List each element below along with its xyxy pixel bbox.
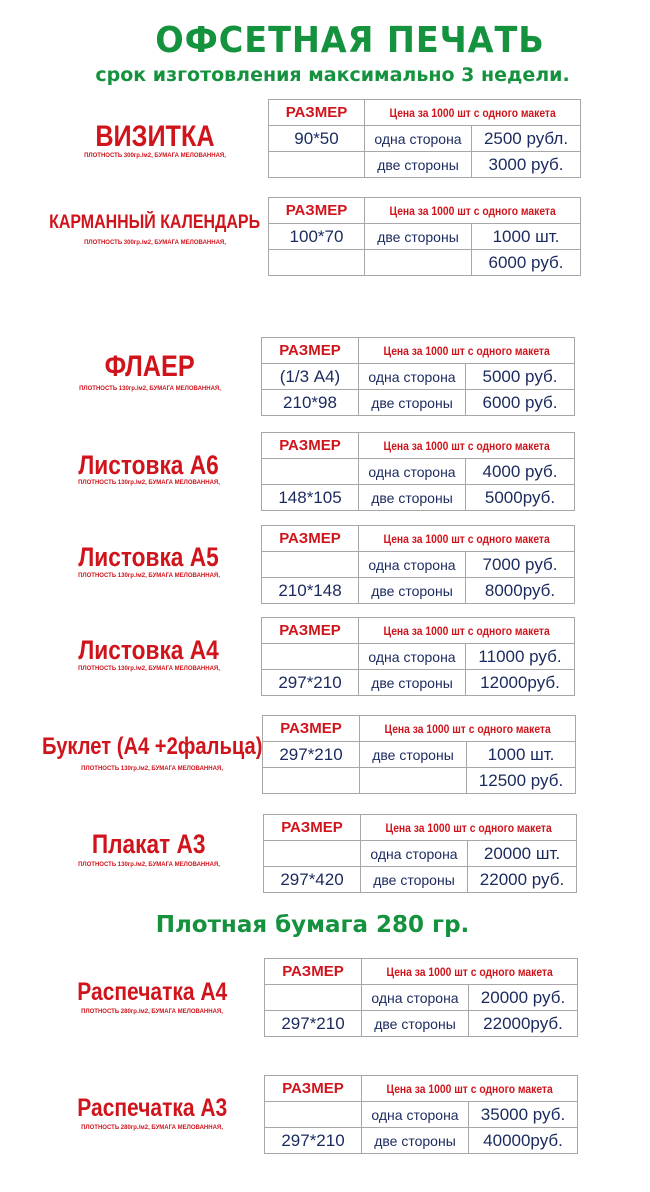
size-column-header: РАЗМЕР (265, 959, 362, 985)
price-column-header-text: Цена за 1000 шт с одного макета (389, 203, 556, 218)
product-name-text: Листовка А4 (78, 635, 220, 665)
product-paper-note: ПЛОТНОСТЬ 280гр./м2, БУМАГА МЕЛОВАННАЯ, (81, 1009, 223, 1015)
table-header-row (262, 338, 575, 364)
side-cell: одна сторона (359, 364, 466, 390)
price-cell: 5000 руб. (466, 364, 575, 390)
table-row (262, 459, 575, 485)
table-row (262, 644, 575, 670)
product-paper-note: ПЛОТНОСТЬ 300гр./м2, БУМАГА МЕЛОВАННАЯ, (84, 153, 226, 159)
price-cell: 20000 руб. (469, 985, 578, 1011)
side-cell: одна сторона (359, 459, 466, 485)
side-cell: две стороны (360, 742, 467, 768)
price-cell: 4000 руб. (466, 459, 575, 485)
table-header-row (262, 618, 575, 644)
side-cell: две стороны (365, 224, 472, 250)
price-cell: 6000 руб. (472, 250, 581, 276)
size-cell: 100*70 (269, 224, 365, 250)
product-name (0, 452, 298, 479)
product-paper-note: ПЛОТНОСТЬ 130гр./м2, БУМАГА МЕЛОВАННАЯ, (78, 862, 220, 868)
size-cell: 297*210 (263, 742, 360, 768)
product-name-text: ФЛАЕР (104, 350, 196, 383)
price-table-распечатка-а4 (264, 958, 578, 1037)
product-name-text: КАРМАННЫЙ КАЛЕНДАРЬ (49, 212, 261, 233)
size-cell (262, 459, 359, 485)
side-cell: одна сторона (362, 985, 469, 1011)
price-cell: 8000руб. (466, 578, 575, 604)
side-cell: две стороны (362, 1011, 469, 1037)
product-name-text: Распечатка А3 (77, 1094, 227, 1122)
table-header-row (264, 815, 577, 841)
price-column-header (362, 1076, 578, 1102)
size-cell: 297*210 (262, 670, 359, 696)
size-cell (263, 768, 360, 794)
price-table-флаер (261, 337, 575, 416)
product-name-text: ВИЗИТКА (95, 120, 215, 153)
price-cell: 5000руб. (466, 485, 575, 511)
side-cell: две стороны (365, 152, 472, 178)
side-cell (360, 768, 467, 794)
product-name (0, 352, 300, 382)
price-cell: 3000 руб. (472, 152, 581, 178)
product-name-text: Буклет (А4 +2фальца) (41, 733, 263, 760)
price-cell: 1000 шт. (472, 224, 581, 250)
table-row (265, 1011, 578, 1037)
table-header-row (269, 198, 581, 224)
price-cell: 7000 руб. (466, 552, 575, 578)
side-cell: две стороны (359, 485, 466, 511)
size-cell (264, 841, 361, 867)
table-row (269, 250, 581, 276)
table-row (262, 552, 575, 578)
side-cell: одна сторона (362, 1102, 469, 1128)
table-row (265, 1128, 578, 1154)
size-cell: 297*210 (265, 1128, 362, 1154)
price-cell: 1000 шт. (467, 742, 576, 768)
side-cell: две стороны (359, 578, 466, 604)
table-row (263, 768, 576, 794)
table-row (265, 985, 578, 1011)
size-cell: 297*210 (265, 1011, 362, 1037)
price-column-header (359, 338, 575, 364)
product-name (0, 1096, 304, 1121)
table-row (262, 578, 575, 604)
price-column-header-text: Цена за 1000 шт с одного макета (384, 721, 551, 736)
product-name (0, 980, 304, 1005)
side-cell: одна сторона (359, 644, 466, 670)
table-header-row (265, 959, 578, 985)
product-paper-note: ПЛОТНОСТЬ 130гр./м2, БУМАГА МЕЛОВАННАЯ, (78, 480, 220, 486)
price-column-header-text: Цена за 1000 шт с одного макета (383, 531, 550, 546)
size-cell: 148*105 (262, 485, 359, 511)
product-paper-note: ПЛОТНОСТЬ 130гр./м2, БУМАГА МЕЛОВАННАЯ, (78, 666, 220, 672)
price-column-header (359, 526, 575, 552)
table-row (269, 152, 581, 178)
product-paper-note: ПЛОТНОСТЬ 300гр./м2, БУМАГА МЕЛОВАННАЯ, (84, 240, 226, 246)
size-cell (262, 552, 359, 578)
price-table-визитка (268, 99, 581, 178)
price-cell: 40000руб. (469, 1128, 578, 1154)
price-column-header-text: Цена за 1000 шт с одного макета (389, 105, 556, 120)
table-header-row (269, 100, 581, 126)
price-column-header (365, 198, 581, 224)
size-column-header: РАЗМЕР (262, 338, 359, 364)
price-cell: 6000 руб. (466, 390, 575, 416)
product-name (0, 544, 298, 571)
size-cell (269, 152, 365, 178)
product-name-text: Распечатка А4 (77, 978, 227, 1006)
table-row (262, 390, 575, 416)
size-cell: 90*50 (269, 126, 365, 152)
table-row (265, 1102, 578, 1128)
page-title: ОФСЕТНАЯ ПЕЧАТЬ (155, 20, 545, 61)
table-header-row (262, 433, 575, 459)
size-column-header: РАЗМЕР (269, 198, 365, 224)
side-cell (365, 250, 472, 276)
price-column-header (361, 815, 577, 841)
price-column-header-text: Цена за 1000 шт с одного макета (383, 623, 550, 638)
product-name-text: Плакат А3 (92, 829, 206, 859)
page-subtitle: срок изготовления максимально 3 недели. (95, 64, 570, 86)
table-row (264, 841, 577, 867)
side-cell: две стороны (361, 867, 468, 893)
price-column-header-text: Цена за 1000 шт с одного макета (386, 964, 553, 979)
size-column-header: РАЗМЕР (262, 618, 359, 644)
price-cell: 11000 руб. (466, 644, 575, 670)
product-name (0, 122, 310, 152)
price-table-плакат-а3 (263, 814, 577, 893)
size-column-header: РАЗМЕР (263, 716, 360, 742)
price-column-header-text: Цена за 1000 шт с одного макета (383, 343, 550, 358)
product-name (0, 637, 298, 664)
price-column-header-text: Цена за 1000 шт с одного макета (385, 820, 552, 835)
size-column-header: РАЗМЕР (262, 433, 359, 459)
size-column-header: РАЗМЕР (264, 815, 361, 841)
size-cell: 210*148 (262, 578, 359, 604)
size-cell (265, 1102, 362, 1128)
price-column-header-text: Цена за 1000 шт с одного макета (383, 438, 550, 453)
price-table-карманный-календарь (268, 197, 581, 276)
table-row (269, 126, 581, 152)
product-name-text: Листовка А5 (78, 542, 220, 572)
price-column-header-text: Цена за 1000 шт с одного макета (386, 1081, 553, 1096)
product-name (0, 213, 310, 232)
price-cell: 12000руб. (466, 670, 575, 696)
table-row (263, 742, 576, 768)
product-paper-note: ПЛОТНОСТЬ 130гр./м2, БУМАГА МЕЛОВАННАЯ, (79, 386, 221, 392)
price-table-буклет-а4-2фальца (262, 715, 576, 794)
price-cell: 22000руб. (469, 1011, 578, 1037)
side-cell: одна сторона (361, 841, 468, 867)
size-column-header: РАЗМЕР (269, 100, 365, 126)
dense-paper-heading: Плотная бумага 280 гр. (155, 912, 470, 938)
table-header-row (265, 1076, 578, 1102)
price-table-листовка-а4 (261, 617, 575, 696)
table-row (264, 867, 577, 893)
size-cell: 297*420 (264, 867, 361, 893)
price-table-листовка-а6 (261, 432, 575, 511)
side-cell: две стороны (362, 1128, 469, 1154)
price-cell: 12500 руб. (467, 768, 576, 794)
side-cell: одна сторона (359, 552, 466, 578)
table-row (269, 224, 581, 250)
size-cell: 210*98 (262, 390, 359, 416)
size-column-header: РАЗМЕР (265, 1076, 362, 1102)
price-column-header (365, 100, 581, 126)
size-cell (262, 644, 359, 670)
product-paper-note: ПЛОТНОСТЬ 130гр./м2, БУМАГА МЕЛОВАННАЯ, (78, 573, 220, 579)
table-row (262, 670, 575, 696)
size-cell: (1/3 А4) (262, 364, 359, 390)
price-cell: 20000 шт. (468, 841, 577, 867)
product-paper-note: ПЛОТНОСТЬ 280гр./м2, БУМАГА МЕЛОВАННАЯ, (81, 1125, 223, 1131)
price-table-листовка-а5 (261, 525, 575, 604)
product-paper-note: ПЛОТНОСТЬ 130гр./м2, БУМАГА МЕЛОВАННАЯ, (81, 766, 223, 772)
size-cell (265, 985, 362, 1011)
table-row (262, 364, 575, 390)
table-row (262, 485, 575, 511)
table-header-row (263, 716, 576, 742)
size-column-header: РАЗМЕР (262, 526, 359, 552)
price-column-header (359, 433, 575, 459)
product-name-text: Листовка А6 (78, 450, 220, 480)
size-cell (269, 250, 365, 276)
price-table-распечатка-а3 (264, 1075, 578, 1154)
product-name (0, 831, 298, 858)
side-cell: две стороны (359, 670, 466, 696)
table-header-row (262, 526, 575, 552)
price-cell: 2500 рубл. (472, 126, 581, 152)
side-cell: одна сторона (365, 126, 472, 152)
product-name (0, 735, 304, 759)
price-column-header (359, 618, 575, 644)
price-cell: 22000 руб. (468, 867, 577, 893)
price-cell: 35000 руб. (469, 1102, 578, 1128)
price-column-header (362, 959, 578, 985)
side-cell: две стороны (359, 390, 466, 416)
price-column-header (360, 716, 576, 742)
